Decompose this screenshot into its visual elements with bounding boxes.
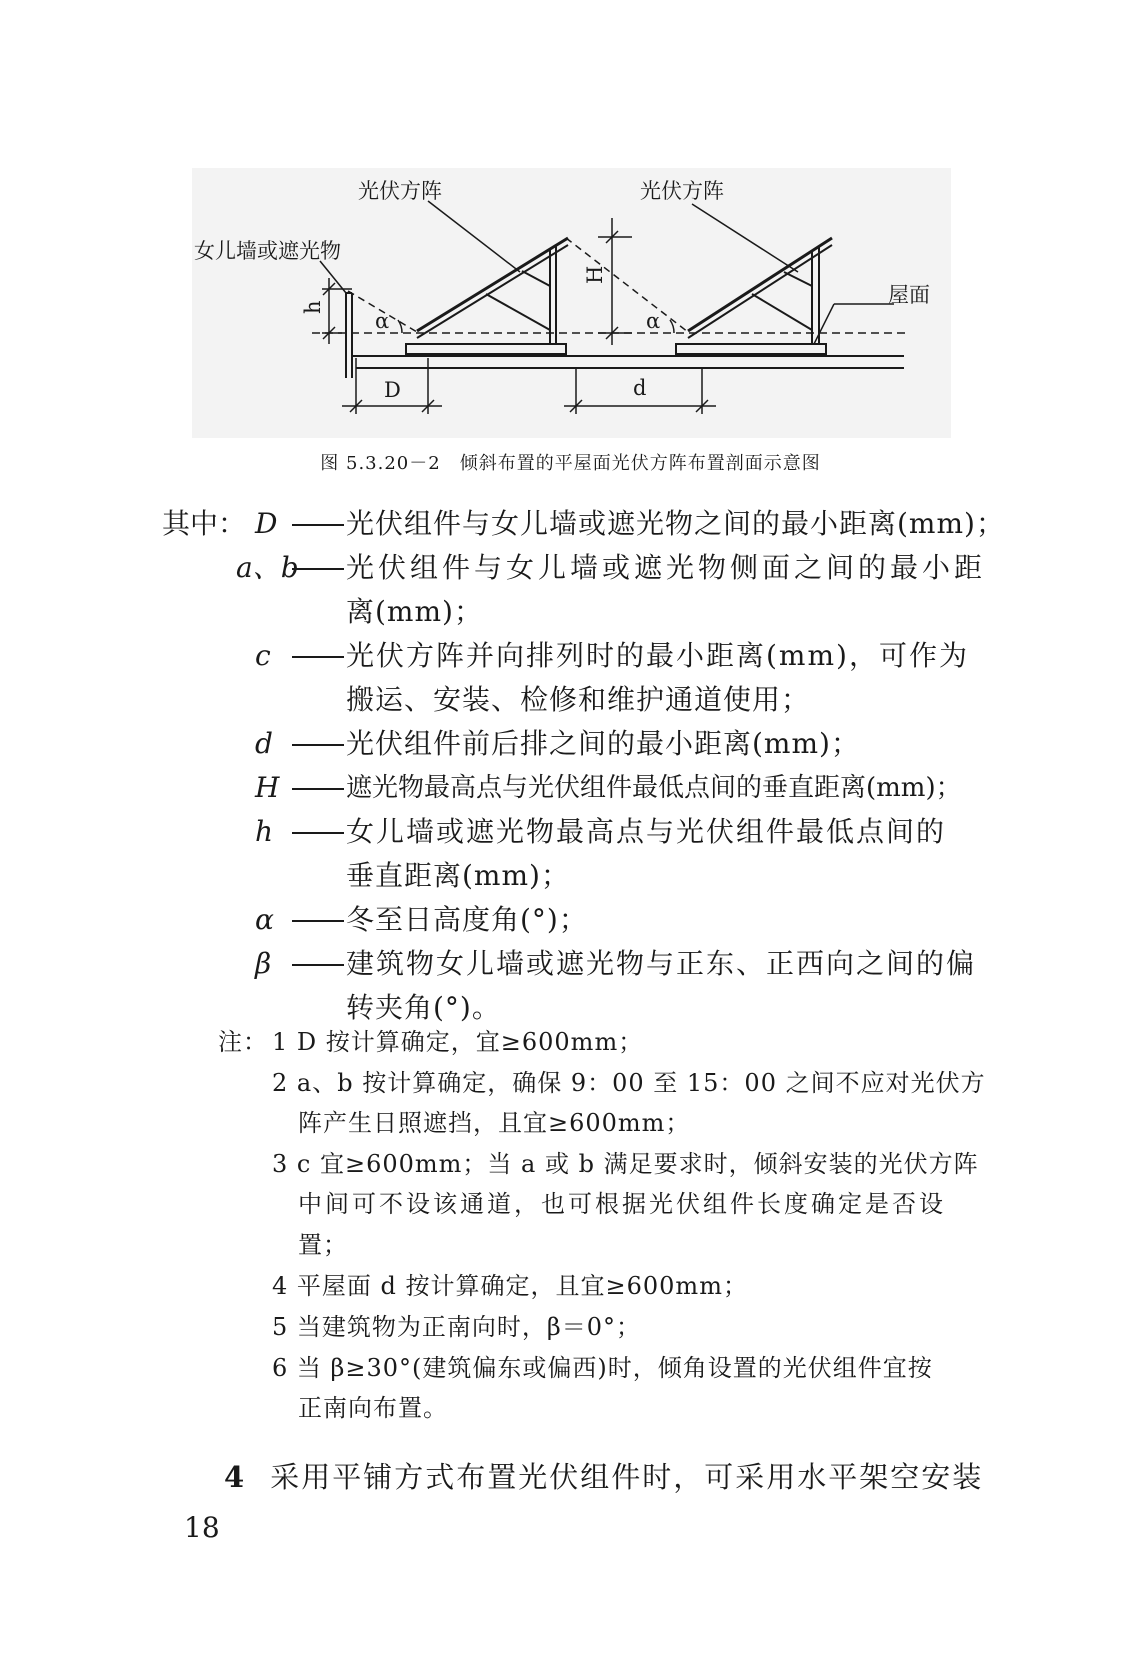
pv-array-section-svg <box>192 168 951 438</box>
label-array-left: 光伏方阵 <box>358 179 442 203</box>
definitions-lead: 其中： <box>162 507 247 540</box>
symbol: β <box>255 947 272 980</box>
label-parapet: 女儿墙或遮光物 <box>194 239 341 263</box>
definition-text: 女儿墙或遮光物最高点与光伏组件最低点间的 <box>346 815 947 848</box>
definition-text-cont: 转夹角(°)。 <box>346 991 501 1024</box>
label-alpha-right: α <box>646 309 661 333</box>
figure-caption: 图 5.3.20－2 倾斜布置的平屋面光伏方阵布置剖面示意图 <box>320 453 821 474</box>
label-D: D <box>384 378 401 402</box>
note-3-cont2: 置； <box>298 1231 348 1259</box>
symbol: h <box>255 815 274 848</box>
definition-text: 光伏方阵并向排列时的最小距离(mm)，可作为 <box>346 639 969 672</box>
definition-text: 冬至日高度角(°)； <box>346 903 588 936</box>
dash <box>292 524 344 526</box>
label-alpha-left: α <box>375 309 390 333</box>
symbol: c <box>255 639 271 672</box>
dash <box>292 920 344 922</box>
symbol: d <box>255 727 273 760</box>
paragraph-4-number: 4 <box>224 1460 247 1494</box>
note-6-cont: 正南向布置。 <box>298 1394 448 1422</box>
note-6: 6 当 β≥30°(建筑偏东或偏西)时，倾角设置的光伏组件宜按 <box>272 1354 933 1382</box>
dash <box>292 788 344 790</box>
label-h: h <box>301 300 325 314</box>
label-roof: 屋面 <box>888 283 930 307</box>
note-5: 5 当建筑物为正南向时，β＝0°； <box>272 1313 642 1341</box>
definition-text-cont: 垂直距离(mm)； <box>346 859 570 892</box>
label-d: d <box>633 376 647 400</box>
symbol: α <box>255 903 274 936</box>
label-H: H <box>583 265 607 284</box>
definition-text: 遮光物最高点与光伏组件最低点间的垂直距离(mm)； <box>346 773 962 803</box>
label-array-right: 光伏方阵 <box>640 179 724 203</box>
definition-text: 光伏组件前后排之间的最小距离(mm)； <box>346 727 860 760</box>
definition-text: 光伏组件与女儿墙或遮光物之间的最小距离(mm)； <box>346 507 1005 540</box>
page-number: 18 <box>184 1511 220 1544</box>
section-diagram <box>192 168 951 438</box>
note-2-cont: 阵产生日照遮挡，且宜≥600mm； <box>298 1109 691 1137</box>
note-3-cont: 中间可不设该通道，也可根据光伏组件长度确定是否设 <box>298 1190 946 1218</box>
symbol: H <box>255 771 280 804</box>
dash <box>292 964 344 966</box>
symbol: a、b <box>236 551 299 584</box>
note-1: 1 D 按计算确定，宜≥600mm； <box>272 1028 644 1056</box>
note-3: 3 c 宜≥600mm；当 a 或 b 满足要求时，倾斜安装的光伏方阵 <box>272 1150 979 1178</box>
note-2: 2 a、b 按计算确定，确保 9：00 至 15：00 之间不应对光伏方 <box>272 1069 986 1097</box>
symbol: D <box>255 507 278 540</box>
definition-text-cont: 搬运、安装、检修和维护通道使用； <box>346 683 811 716</box>
dash <box>292 568 344 570</box>
definition-text: 光伏组件与女儿墙或遮光物侧面之间的最小距 <box>346 551 987 584</box>
paragraph-4-text: 采用平铺方式布置光伏组件时，可采用水平架空安装 <box>270 1460 984 1494</box>
definition-text-cont: 离(mm)； <box>346 595 483 628</box>
notes-lead: 注： <box>218 1028 268 1056</box>
dash <box>292 656 344 658</box>
note-4: 4 平屋面 d 按计算确定，且宜≥600mm； <box>272 1272 748 1300</box>
dash <box>292 744 344 746</box>
dash <box>292 832 344 834</box>
paragraph-4 <box>224 1455 983 1496</box>
definition-text: 建筑物女儿墙或遮光物与正东、正西向之间的偏 <box>346 947 977 980</box>
